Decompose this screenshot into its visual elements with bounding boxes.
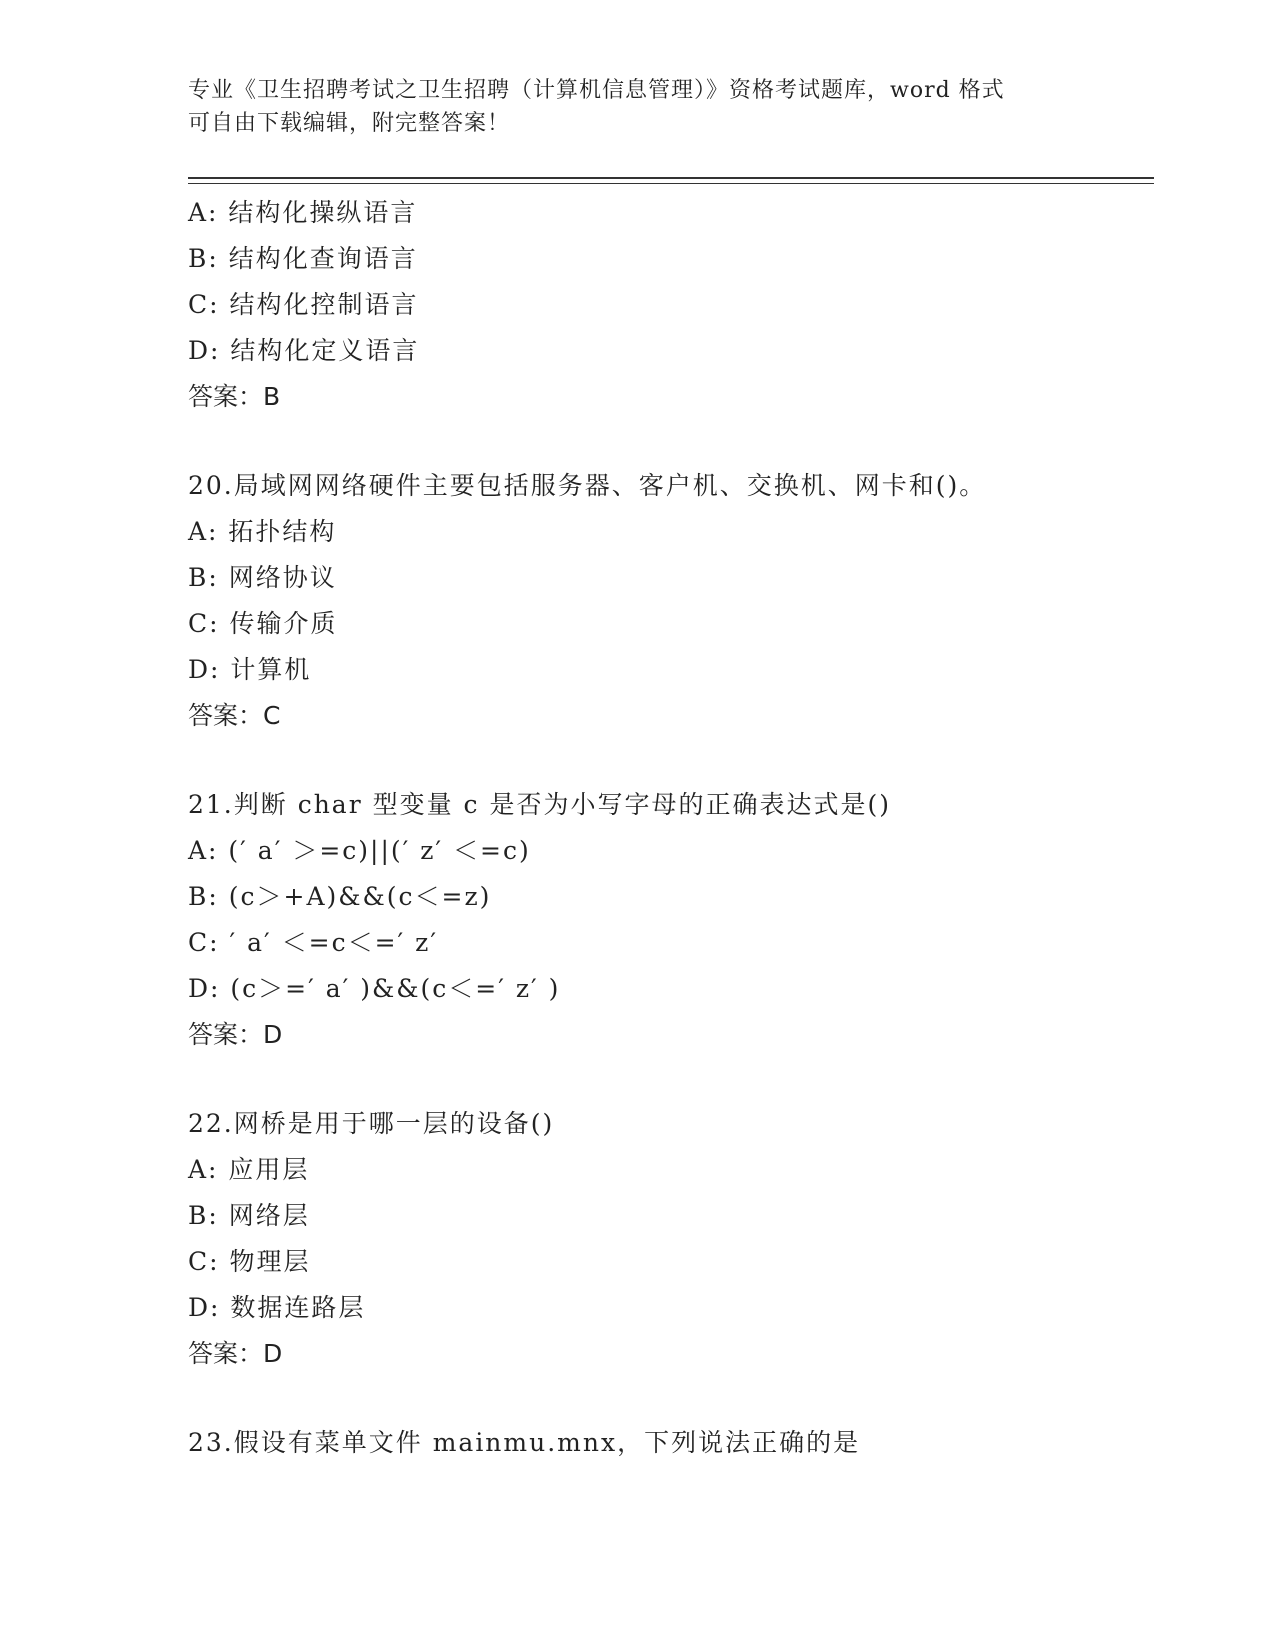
option-c: C: ′ a′ ＜=c＜=′ z′ — [188, 928, 439, 957]
option-b: B: (c＞+A)&&(c＜=z) — [188, 882, 492, 911]
option-a: A: 应用层 — [188, 1155, 310, 1184]
question-stem: 20.局域网网络硬件主要包括服务器、客户机、交换机、网卡和()。 — [188, 471, 987, 500]
answer: 答案：D — [188, 1020, 283, 1049]
question-spacer — [188, 420, 1148, 463]
header-rule-thin — [188, 183, 1154, 184]
option-a: A: 拓扑结构 — [188, 517, 337, 546]
header-line-2: 可自由下载编辑，附完整答案！ — [188, 111, 511, 136]
option-d: D: (c＞=′ a′ )&&(c＜=′ z′ ) — [188, 974, 561, 1003]
option-a: A: (′ a′ ＞=c)||(′ z′ ＜=c) — [188, 836, 531, 865]
option-d: D: 数据连路层 — [188, 1293, 366, 1322]
question-19 — [188, 190, 1148, 420]
question-stem: 22.网桥是用于哪一层的设备() — [188, 1109, 555, 1138]
question-spacer — [188, 1058, 1148, 1101]
option-d: D: 结构化定义语言 — [188, 336, 420, 365]
answer: 答案：C — [188, 701, 281, 730]
question-spacer — [188, 739, 1148, 782]
question-22 — [188, 1101, 1148, 1377]
question-stem: 23.假设有菜单文件 mainmu.mnx，下列说法正确的是 — [188, 1428, 861, 1457]
answer: 答案：B — [188, 382, 281, 411]
option-c: C: 物理层 — [188, 1247, 311, 1276]
option-b: B: 网络层 — [188, 1201, 310, 1230]
option-b: B: 结构化查询语言 — [188, 244, 418, 273]
question-23 — [188, 1420, 1148, 1466]
option-c: C: 传输介质 — [188, 609, 338, 638]
header-line-1: 专业《卫生招聘考试之卫生招聘（计算机信息管理）》资格考试题库，word 格式 — [188, 78, 1005, 103]
option-b: B: 网络协议 — [188, 563, 337, 592]
question-stem: 21.判断 char 型变量 c 是否为小写字母的正确表达式是() — [188, 790, 892, 819]
header-rule-thick — [188, 177, 1154, 179]
document-header — [188, 74, 1088, 140]
question-21 — [188, 782, 1148, 1058]
question-20 — [188, 463, 1148, 739]
question-list — [188, 190, 1148, 1466]
answer: 答案：D — [188, 1339, 283, 1368]
option-d: D: 计算机 — [188, 655, 312, 684]
option-a: A: 结构化操纵语言 — [188, 198, 418, 227]
option-c: C: 结构化控制语言 — [188, 290, 419, 319]
question-spacer — [188, 1377, 1148, 1420]
